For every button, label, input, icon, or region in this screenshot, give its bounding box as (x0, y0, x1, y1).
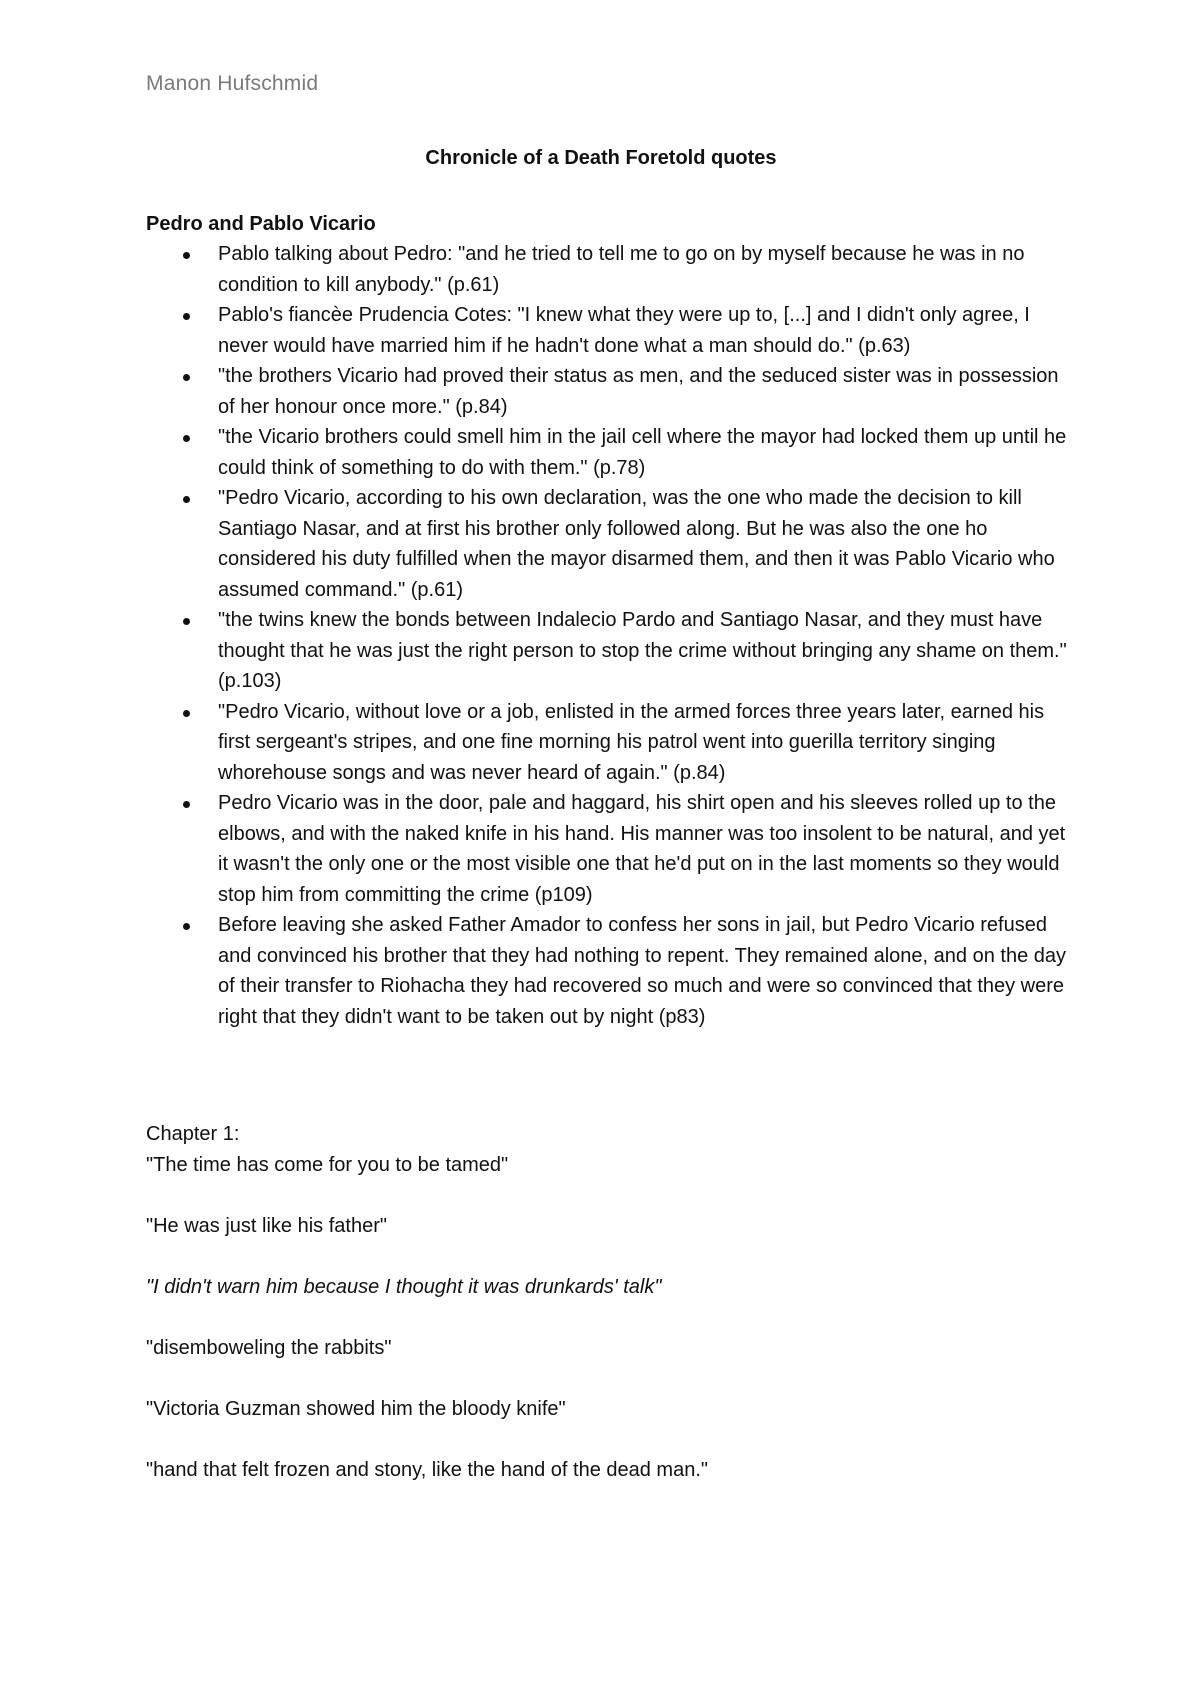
quote-text: "the brothers Vicario had proved their status as men, and the seduced sister was in possession of her honour once more." (p.84) (218, 365, 1059, 418)
quote-item (146, 483, 1076, 605)
bullet-icon (183, 374, 190, 381)
quote-text: Pedro Vicario was in the door, pale and haggard, his shirt open and his sleeves rolled up to the elbows, and with the naked knife in his hand. His manner was too insolent to be natural, and yet it wasn't the only one or the most visible one that he'd put on in the last moments so they would stop him from committing the crime (p109) (218, 792, 1066, 906)
chapter-heading: Chapter 1: (146, 1123, 240, 1145)
quote-item (146, 788, 1076, 910)
bullet-icon (183, 252, 190, 259)
quote-item (146, 361, 1076, 422)
section-heading: Pedro and Pablo Vicario (146, 213, 376, 235)
chapter-quote: "He was just like his father" (146, 1214, 387, 1237)
quote-text: Before leaving she asked Father Amador to confess her sons in jail, but Pedro Vicario refused and convinced his brother that they had nothing to repent. They remained alone, and on the day of their transfer to Riohacha they had recovered so much and were so convinced that they were right that they didn't want to be taken out by night (p83) (218, 914, 1066, 1028)
quote-text: "Pedro Vicario, without love or a job, enlisted in the armed forces three years later, earned his first sergeant's stripes, and one fine morning his patrol went into guerilla territory singing whorehouse songs and was never heard of again." (p.84) (218, 700, 1045, 784)
bullet-icon (183, 435, 190, 442)
quote-list (146, 239, 1076, 1032)
quote-item (146, 697, 1076, 789)
quote-text: "Pedro Vicario, according to his own declaration, was the one who made the decision to kill Santiago Nasar, and at first his brother only followed along. But he was also the one ho considered his duty fulfilled when the mayor disarmed them, and then it was Pablo Vicario who assumed command." (p.61) (218, 487, 1055, 601)
quote-item (146, 239, 1076, 300)
document-title: Chronicle of a Death Foretold quotes (425, 147, 777, 169)
quote-item (146, 910, 1076, 1032)
quote-item (146, 605, 1076, 697)
bullet-icon (183, 923, 190, 930)
quote-text: "the twins knew the bonds between Indalecio Pardo and Santiago Nasar, and they must have thought that he was just the right person to stop the crime without bringing any shame on them." (p.103) (218, 609, 1067, 692)
chapter-quote: "disemboweling the rabbits" (146, 1336, 392, 1359)
section-pedro-pablo (146, 209, 1076, 1032)
bullet-icon (183, 496, 190, 503)
chapter-quote: "The time has come for you to be tamed" (146, 1153, 509, 1176)
bullet-icon (183, 313, 190, 320)
quote-text: "the Vicario brothers could smell him in the jail cell where the mayor had locked them up until he could think of something to do with them." (p.78) (218, 426, 1067, 479)
bullet-icon (183, 710, 190, 717)
quote-text: Pablo's fiancèe Prudencia Cotes: "I knew what they were up to, [...] and I didn't only agree, I never would have married him if he hadn't done what a man should do." (p.63) (218, 304, 1030, 357)
quote-item (146, 422, 1076, 483)
quote-text: Pablo talking about Pedro: "and he tried to tell me to go on by myself because he was in no condition to kill anybody." (p.61) (218, 243, 1025, 296)
chapter-quote: "I didn't warn him because I thought it was drunkards' talk" (146, 1275, 662, 1298)
bullet-icon (183, 801, 190, 808)
chapter-quote: "Victoria Guzman showed him the bloody knife" (146, 1397, 566, 1420)
author-name: Manon Hufschmid (146, 72, 319, 95)
chapter-quote: "hand that felt frozen and stony, like the hand of the dead man." (146, 1458, 708, 1481)
bullet-icon (183, 618, 190, 625)
chapter-1-section (146, 1119, 1076, 1485)
quote-item (146, 300, 1076, 361)
